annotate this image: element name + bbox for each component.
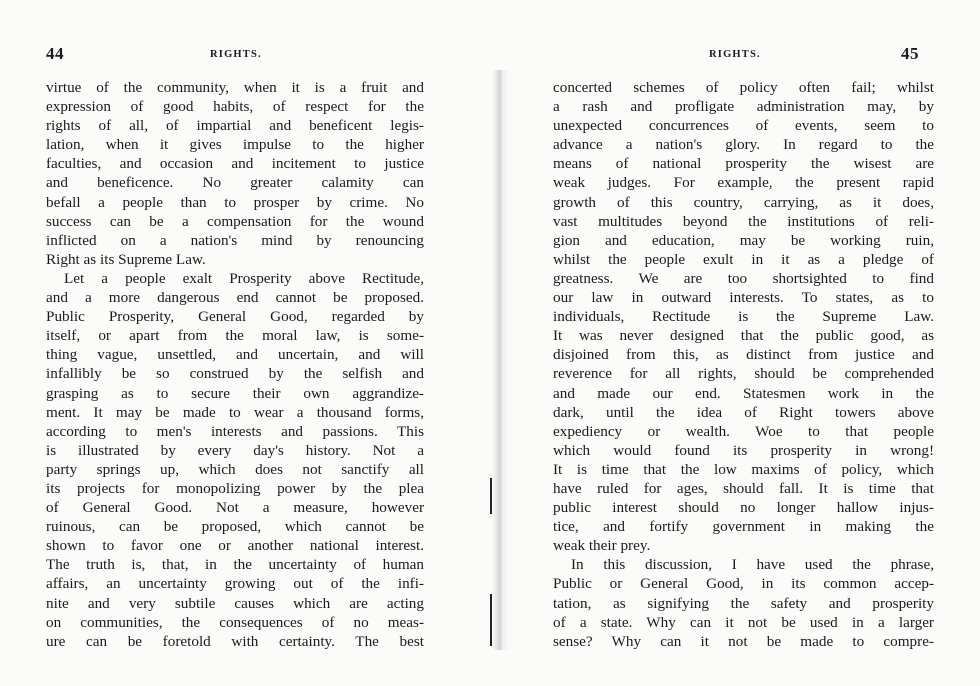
text-line: have ruled for ages, should fall. It is time that — [553, 479, 934, 497]
text-line: a rash and profligate administration may, by — [553, 98, 934, 116]
text-line: The truth is, that, in the uncertainty of human — [46, 556, 424, 574]
text-line: public interest should no longer hallow injus- — [553, 499, 934, 517]
text-line: inflicted on a nation's mind by renouncing — [46, 231, 424, 249]
body-text — [553, 78, 934, 651]
text-line: our law in outward interests. To states, as to — [553, 289, 934, 307]
text-line: of a state. Why can it not be used in a larger — [553, 613, 934, 631]
text-line: which would found its prosperity in wrong! — [553, 441, 934, 459]
page-number: 44 — [46, 44, 64, 63]
text-line: grasping as to secure their own aggrandize- — [46, 384, 424, 402]
text-line: virtue of the community, when it is a fruit and — [46, 79, 424, 96]
text-line: gion and education, may be working ruin, — [553, 231, 934, 249]
text-line: sense? Why can it not be made to compre- — [553, 632, 934, 650]
text-line: of General Good. Not a measure, however — [46, 499, 424, 517]
text-line: weak their prey. — [553, 537, 651, 555]
text-line: ment. It may be made to wear a thousand forms, — [46, 403, 424, 421]
text-line: affairs, an uncertainty growing out of the infi- — [46, 575, 424, 593]
text-line: thing vague, unsettled, and uncertain, and will — [46, 346, 424, 364]
text-line: itself, or apart from the moral law, is some- — [46, 327, 424, 345]
text-line: is illustrated by every day's history. Not a — [46, 441, 424, 459]
running-head: RIGHTS. — [210, 49, 262, 60]
text-line: its projects for monopolizing power by the plea — [46, 479, 424, 497]
text-line: rights of all, of impartial and beneficent legis- — [46, 117, 424, 135]
text-line: party springs up, which does not sanctify all — [46, 460, 424, 478]
text-line: ruinous, can be proposed, which cannot be — [46, 518, 424, 536]
text-line: infallibly be so construed by the selfish and — [46, 365, 424, 383]
text-line: disjoined from this, as distinct from justice and — [553, 346, 934, 364]
text-line: and made our end. Statesmen work in the — [553, 384, 934, 402]
text-line: faculties, and occasion and incitement to justice — [46, 155, 424, 173]
text-line: whilst the people exult in it as a pledge of — [553, 250, 934, 268]
text-line: expediency or wealth. Woe to that people — [553, 422, 934, 440]
running-head: RIGHTS. — [709, 49, 761, 60]
text-line: It was never designed that the public good, as — [553, 327, 934, 345]
text-line: expression of good habits, of respect for the — [46, 98, 424, 116]
text-line: concerted schemes of policy often fail; whilst — [553, 79, 934, 96]
text-line: individuals, Rectitude is the Supreme Law. — [553, 308, 934, 326]
text-line: greatness. We are too shortsighted to find — [553, 269, 934, 287]
text-line: vast multitudes beyond the institutions of reli- — [553, 212, 934, 230]
text-line: on communities, the consequences of no meas- — [46, 613, 424, 631]
text-line: befall a people than to prosper by crime. No — [46, 193, 424, 211]
text-line: and a more dangerous end cannot be proposed. — [46, 289, 424, 307]
text-line: tation, as signifying the safety and prosperity — [553, 594, 934, 612]
text-line: growth of this country, carrying, as it does, — [553, 193, 934, 211]
text-line: according to men's interests and passions. This — [46, 422, 424, 440]
text-line: shown to favor one or another national interest. — [46, 537, 424, 555]
text-line: In this discussion, I have used the phrase, — [571, 556, 934, 574]
body-text — [46, 78, 424, 651]
right-page — [490, 0, 980, 686]
text-line: unexpected concurrences of events, seem to — [553, 117, 934, 135]
text-line: and beneficence. No greater calamity can — [46, 174, 424, 192]
text-line: tice, and fortify government in making the — [553, 518, 934, 536]
text-line: advance a nation's glory. In regard to the — [553, 136, 934, 154]
text-line: means of national prosperity the wisest are — [553, 155, 934, 173]
text-line: Let a people exalt Prosperity above Rectitude, — [64, 269, 424, 287]
text-line: Public Prosperity, General Good, regarded by — [46, 308, 424, 326]
text-line: Right as its Supreme Law. — [46, 250, 206, 268]
text-line: ure can be foretold with certainty. The best — [46, 632, 424, 650]
text-line: dark, until the idea of Right towers above — [553, 403, 934, 421]
text-line: reverence for all rights, should be comprehended — [553, 365, 934, 383]
text-line: nite and very subtile causes which are acting — [46, 594, 424, 612]
text-line: success can be a compensation for the wound — [46, 212, 424, 230]
page-number: 45 — [901, 44, 919, 63]
text-line: It is time that the low maxims of policy, which — [553, 460, 934, 478]
text-line: weak judges. For example, the present rapid — [553, 174, 934, 192]
text-line: lation, when it gives impulse to the higher — [46, 136, 424, 154]
text-line: Public or General Good, in its common accep- — [553, 575, 934, 593]
